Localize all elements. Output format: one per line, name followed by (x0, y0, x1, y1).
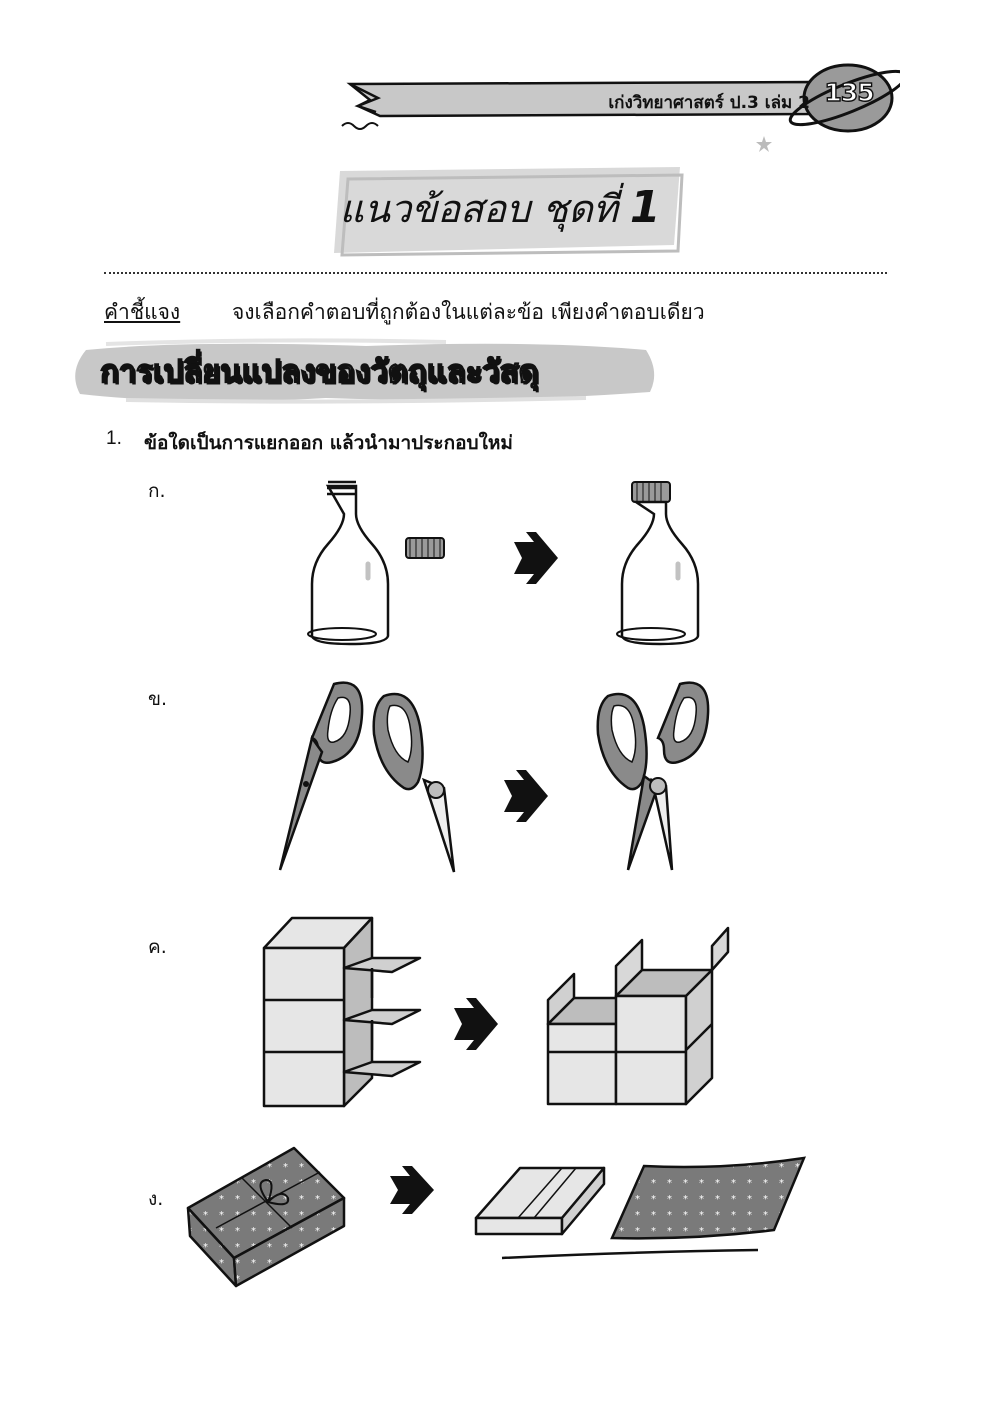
choice-label-c[interactable]: ค. (148, 936, 167, 958)
dotted-divider (104, 272, 887, 274)
exam-set-number: 1 (629, 182, 661, 233)
bottle-cap-icon (296, 476, 706, 646)
box-icon (262, 912, 742, 1112)
exam-title (330, 178, 670, 239)
question-text: ข้อใดเป็นการแยกออก แล้วนำมาประกอบใหม่ (144, 432, 513, 454)
section-title: การเปลี่ยนแปลงของวัตถุและวัสดุ (100, 354, 539, 390)
instruction-label: คำชี้แจง (104, 300, 181, 324)
instruction-text: จงเลือกคำตอบที่ถูกต้องในแต่ละข้อ เพียงคำตอบเดียว (232, 300, 705, 324)
exam-title-text: แนวข้อสอบ ชุดที่ (339, 187, 618, 231)
gift-box-icon (184, 1142, 814, 1292)
choice-label-a[interactable]: ก. (148, 480, 166, 502)
choice-label-b[interactable]: ข. (148, 688, 168, 710)
choice-label-d[interactable]: ง. (148, 1188, 164, 1210)
page-number: 135 (824, 78, 874, 107)
book-title: เก่งวิทยาศาสตร์ ป.3 เล่ม 2 (608, 93, 810, 113)
question-number: 1. (106, 428, 122, 449)
scissors-icon (272, 676, 722, 876)
